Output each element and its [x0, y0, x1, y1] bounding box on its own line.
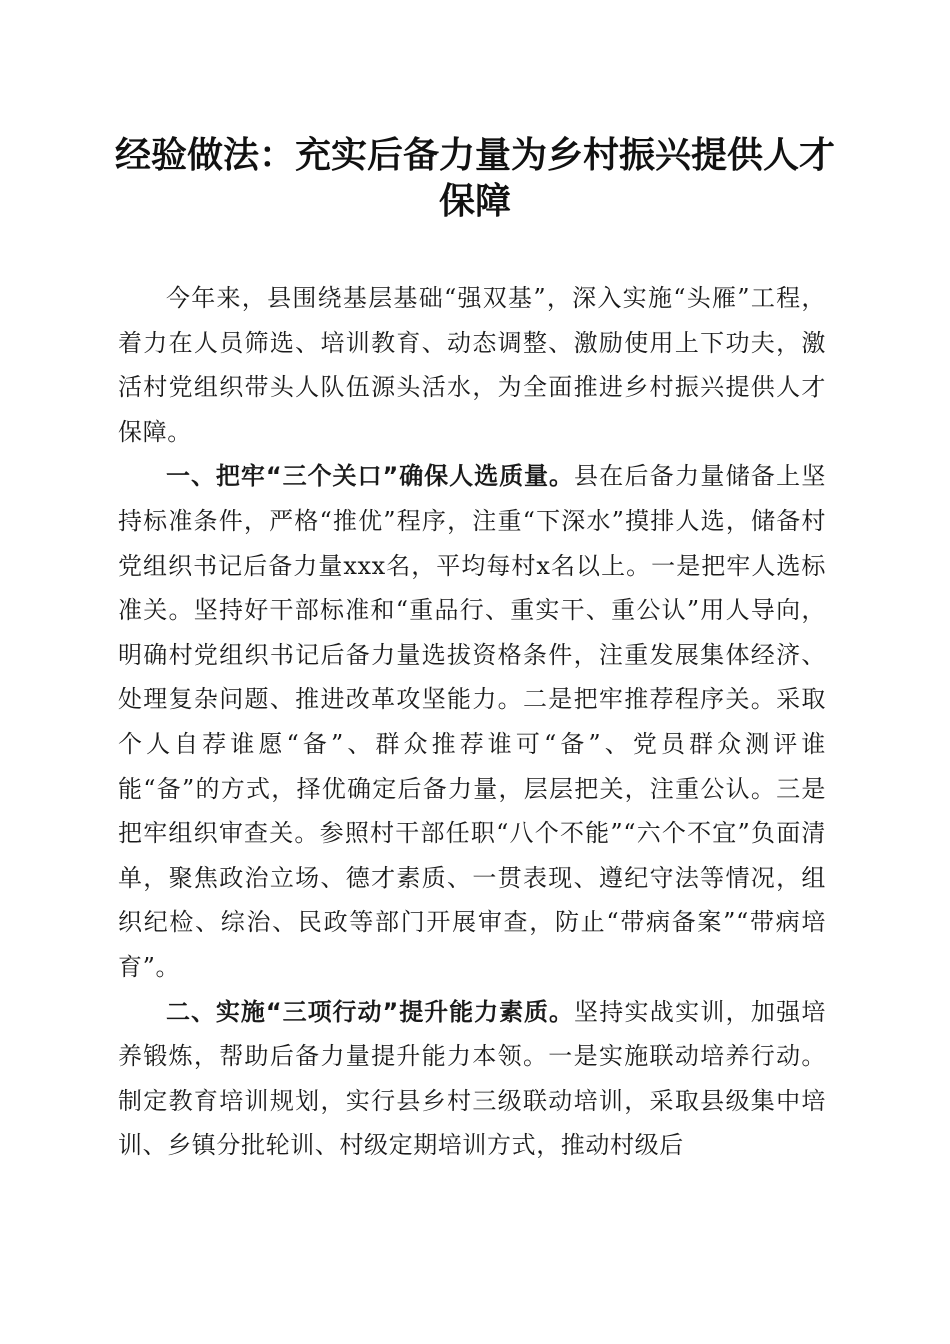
section-one-heading: 一、把牢“三个关口”确保人选质量。 — [166, 462, 574, 491]
paragraph-intro — [118, 276, 826, 454]
section-two-heading: 二、实施“三项行动”提升能力素质。 — [166, 997, 574, 1026]
section-one-text: 县在后备力量储备上坚持标准条件，严格“推优”程序，注重“下深水”摸排人选，储备村党组织书记后备力量xxx名，平均每村x名以上。一是把牢人选标准关。坚持好干部标准和“重品行、重实干、重公认”用人导向，明确村党组织书记后备力量选拔资格条件，注重发展集体经济、处理复杂问题、推进改革攻坚能力。二是把牢推荐程序关。采取个人自荐谁愿“备”、群众推荐谁可“备”、党员群众测评谁能“备”的方式，择优确定后备力量，层层把关，注重公认。三是把牢组织审查关。参照村干部任职“八个不能”“六个不宜”负面清单，聚焦政治立场、德才素质、一贯表现、遵纪守法等情况，组织纪检、综治、民政等部门开展审查，防止“带病备案”“带病培育”。 — [118, 462, 827, 981]
document-title: 经验做法：充实后备力量为乡村振兴提供人才保障 — [114, 134, 835, 222]
paragraph-section-two — [118, 990, 826, 1168]
section-two-text: 坚持实战实训，加强培养锻炼，帮助后备力量提升能力本领。一是实施联动培养行动。制定教育培训规划，实行县乡村三级联动培训，采取县级集中培训、乡镇分批轮训、村级定期培训方式，推动村级后 — [118, 997, 827, 1160]
document-body — [118, 276, 826, 1168]
paragraph-intro-text: 今年来，县围绕基层基础“强双基”，深入实施“头雁”工程，着力在人员筛选、培训教育、动态调整、激励使用上下功夫，激活村党组织带头人队伍源头活水，为全面推进乡村振兴提供人才保障。 — [118, 284, 826, 446]
paragraph-section-one — [118, 454, 826, 989]
